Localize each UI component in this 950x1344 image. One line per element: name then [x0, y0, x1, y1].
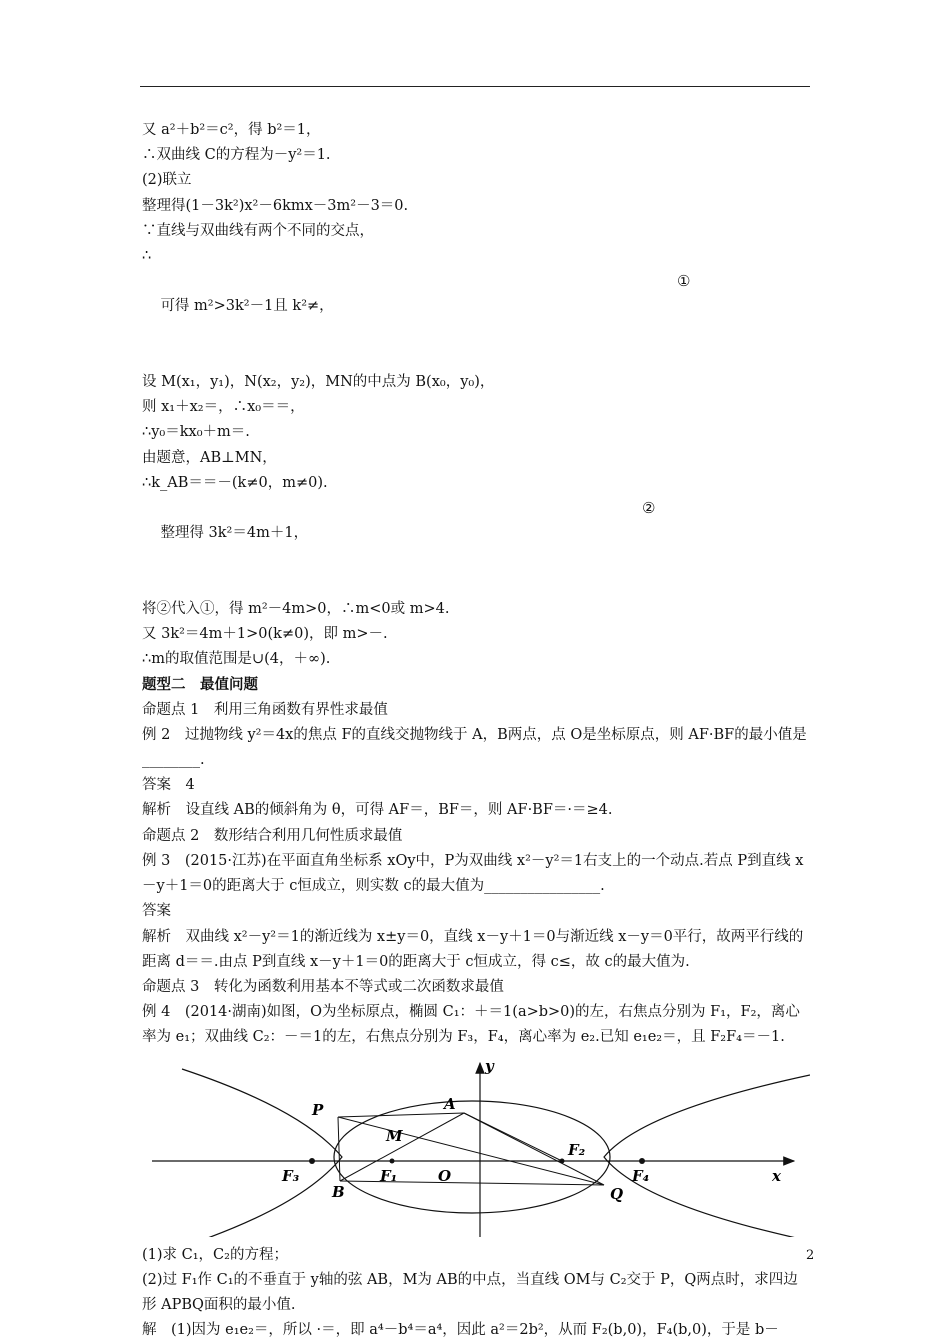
- equation-marker-1: ①: [677, 272, 691, 291]
- answer-text: 答案: [142, 903, 171, 920]
- text-line: 整理得(1－3k²)x²－6kmx－3m²－3＝0.: [142, 197, 409, 214]
- label-a: A: [444, 1094, 456, 1113]
- point-f1: [390, 1158, 395, 1163]
- text-line: 可得 m²>3k²－1且 k²≠，: [160, 298, 334, 315]
- subheading: 命题点 3 转化为函数利用基本不等式或二次函数求最值: [142, 978, 504, 995]
- subheading: 命题点 1 利用三角函数有界性求最值: [142, 701, 388, 718]
- text-line: 由题意，AB⊥MN，: [142, 449, 277, 466]
- label-y: y: [485, 1056, 494, 1075]
- label-f1: F₁: [380, 1166, 398, 1185]
- label-o: O: [438, 1166, 452, 1185]
- text-line: ∴m的取值范围是∪(4，＋∞).: [142, 651, 331, 668]
- example-text: 例 3 (2015·江苏)在平面直角坐标系 xOy中，P为双曲线 x²－y²＝1右支上的一个动点.若点 P到直线 x－y＋1＝0的距离大于 c恒成立，则实数 c的最大值为________________.: [142, 852, 804, 895]
- text-line: 设 M(x₁，y₁)，N(x₂，y₂)，MN的中点为 B(x₀，y₀)，: [142, 374, 495, 391]
- segment-pa: [338, 1113, 464, 1117]
- segment-af2: [464, 1113, 562, 1161]
- subheading: 命题点 2 数形结合利用几何性质求最值: [142, 827, 403, 844]
- section-heading: 题型二 最值问题: [142, 676, 258, 694]
- label-f4: F₄: [632, 1166, 650, 1185]
- label-f2: F₂: [568, 1140, 586, 1159]
- page-number: 2: [806, 1248, 815, 1263]
- header-rule: [140, 86, 810, 87]
- solution-text: 解 (1)因为 e₁e₂＝，所以 ·＝，即 a⁴－b⁴＝a⁴，因此 a²＝2b²，从而 F₂(b,0)，F₄(b,0)，于是 b－: [142, 1322, 779, 1339]
- hyperbola-left-branch: [182, 1069, 342, 1237]
- figure-svg: [142, 1057, 810, 1237]
- analysis-text: 解析 双曲线 x²－y²＝1的渐近线为 x±y＝0，直线 x－y＋1＝0与渐近线 x－y＝0平行，故两平行线的距离 d＝＝.由点 P到直线 x－y＋1＝0的距离大于 c恒成立，得 c≤，故 c的最大值为.: [142, 928, 804, 970]
- label-b: B: [332, 1182, 345, 1201]
- label-p: P: [312, 1100, 324, 1119]
- segment-pq: [338, 1117, 604, 1185]
- ellipse-hyperbola-figure: [142, 1057, 810, 1237]
- text-line: 则 x₁＋x₂＝，∴x₀＝＝，: [142, 399, 305, 416]
- point-f4: [639, 1158, 645, 1164]
- question-text: (1)求 C₁，C₂的方程；: [142, 1246, 288, 1263]
- text-line: ∵直线与双曲线有两个不同的交点，: [142, 222, 374, 239]
- page-body: [142, 118, 810, 1343]
- text-line: 整理得 3k²＝4m＋1，: [160, 525, 309, 542]
- text-line: ∴k_AB＝＝－(k≠0，m≠0).: [142, 474, 328, 491]
- equation-marker-2: ②: [642, 499, 656, 518]
- text-line: 又 a²＋b²＝c²，得 b²＝1，: [142, 122, 321, 138]
- text-line: (2)联立: [142, 172, 192, 189]
- text-line: ∴: [142, 248, 152, 265]
- analysis-text: 解析 设直线 AB的倾斜角为 θ，可得 AF＝，BF＝，则 AF·BF＝·＝≥4.: [142, 802, 613, 819]
- example-text: 例 2 过抛物线 y²＝4x的焦点 F的直线交抛物线于 A，B两点，点 O是坐标原点，则 AF·BF的最小值是________.: [142, 726, 807, 769]
- label-f3: F₃: [282, 1166, 300, 1185]
- text-line: 将②代入①，得 m²－4m>0，∴m<0或 m>4.: [142, 600, 450, 617]
- label-q: Q: [610, 1184, 624, 1203]
- text-line-with-marker: [142, 269, 810, 370]
- text-line: ∴双曲线 C的方程为－y²＝1.: [142, 147, 331, 164]
- point-f3: [309, 1158, 315, 1164]
- example-text: 例 4 (2014·湖南)如图，O为坐标原点，椭圆 C₁：＋＝1(a>b>0)的左，右焦点分别为 F₁，F₂，离心率为 e₁；双曲线 C₂：－＝1的左，右焦点分别为 F₃，F₄，离心率为 e₂.已知 e₁e₂＝，且 F₂F₄＝－1.: [142, 1004, 800, 1046]
- text-line: 又 3k²＝4m＋1>0(k≠0)，即 m>－.: [142, 626, 388, 643]
- question-text: (2)过 F₁作 C₁的不垂直于 y轴的弦 AB，M为 AB的中点，当直线 OM与 C₂交于 P，Q两点时，求四边形 APBQ面积的最小值.: [142, 1271, 798, 1313]
- text-line: ∴y₀＝kx₀＋m＝.: [142, 424, 250, 441]
- label-m: M: [386, 1126, 403, 1145]
- answer-text: 答案 4: [142, 777, 195, 794]
- hyperbola-right-branch: [604, 1075, 810, 1237]
- text-line-with-marker: [142, 496, 810, 597]
- label-x: x: [772, 1166, 781, 1185]
